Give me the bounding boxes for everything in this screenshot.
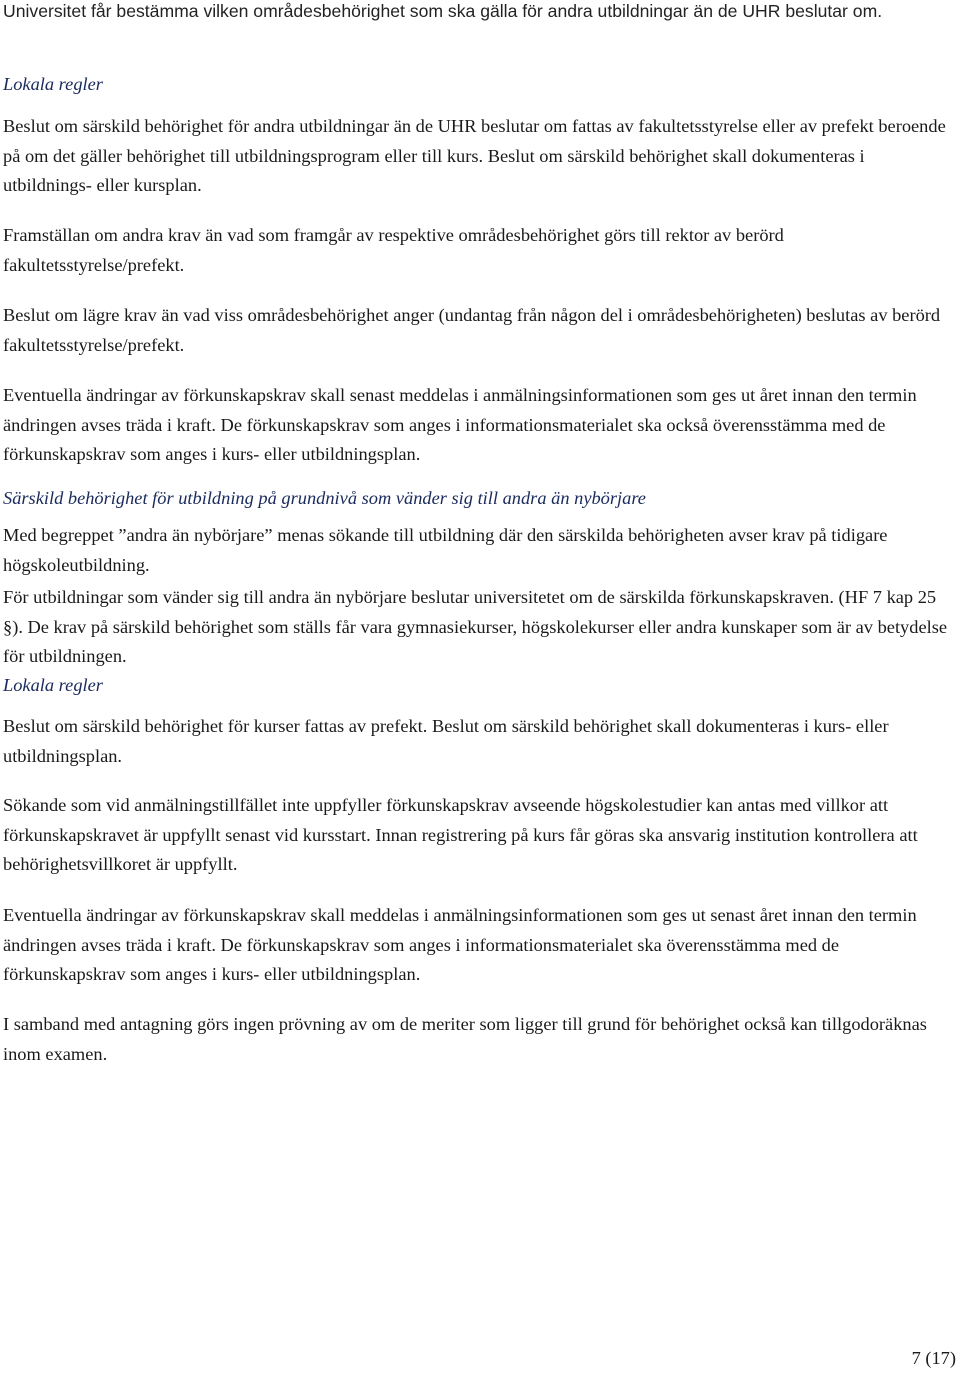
page-number: 7 (17) xyxy=(911,1348,956,1368)
section-heading-lokala-regler-2: Lokala regler xyxy=(3,675,103,695)
paragraph-sokande-villkor: Sökande som vid anmälningstillfället inte uppfyller förkunskapskrav avseende högskolestudier kan antas med villkor att förkunskapskravet är uppfyllt senast vid kursstart. Innan registrering på kurs får göras ska ansvarig institution kontrollera att behörighetsvillkoret är uppfyllt. xyxy=(3,795,918,874)
paragraph-eventuella-andringar: Eventuella ändringar av förkunskapskrav skall senast meddelas i anmälningsinformationen som ges ut året innan den termin ändringen avses träda i kraft. De förkunskapskrav som anges i informationsmaterialet ska också överensstämma med de förkunskapskrav som anges i kurs- eller utbildningsplan. xyxy=(3,385,917,464)
paragraph-samband-antagning: I samband med antagning görs ingen prövning av om de meriter som ligger till grund för behörighet också kan tillgodoräknas inom examen. xyxy=(3,1014,927,1064)
paragraph-beslut-sarskild-behorighet: Beslut om särskild behörighet för andra utbildningar än de UHR beslutar om fattas av fakultetsstyrelse eller av prefekt beroende på om det gäller behörighet till utbildningsprogram eller till kurs. Beslut om särskild behörighet skall dokumenteras i utbildnings- eller kursplan. xyxy=(3,116,946,195)
paragraph-utbildningar-nyborjare: För utbildningar som vänder sig till andra än nybörjare beslutar universitetet om de särskilda förkunskapskraven. (HF 7 kap 25 §). De krav på särskild behörighet som ställs får vara gymnasiekurser, högskolekurser eller andra kunskaper som är av betydelse för utbildningen. xyxy=(3,587,948,666)
section-heading-lokala-regler: Lokala regler xyxy=(3,74,103,94)
paragraph-begreppet-nyborjare: Med begreppet ”andra än nybörjare” menas sökande till utbildning där den särskilda behörigheten avser krav på tidigare högskoleutbildning. xyxy=(3,525,888,575)
paragraph-eventuella-andringar-2: Eventuella ändringar av förkunskapskrav skall meddelas i anmälningsinformationen som ges ut senast året innan den termin ändringen avses träda i kraft. De förkunskapskrav som anges i informationsmaterialet ska överensstämma med de förkunskapskrav som anges i kurs- eller utbildningsplan. xyxy=(3,905,917,984)
paragraph-lagre-krav: Beslut om lägre krav än vad viss områdesbehörighet anger (undantag från någon del i områdesbehörigheten) beslutas av berörd fakultetsstyrelse/prefekt. xyxy=(3,305,941,355)
section-heading-sarskild-behorighet: Särskild behörighet för utbildning på grundnivå som vänder sig till andra än nybörjare xyxy=(3,488,646,508)
intro-paragraph: Universitet får bestämma vilken områdesbehörighet som ska gälla för andra utbildningar än de UHR beslutar om. xyxy=(3,1,883,21)
paragraph-framstallan: Framställan om andra krav än vad som framgår av respektive områdesbehörighet görs till rektor av berörd fakultetsstyrelse/prefekt. xyxy=(3,225,784,275)
paragraph-beslut-kurser: Beslut om särskild behörighet för kurser fattas av prefekt. Beslut om särskild behörighet skall dokumenteras i kurs- eller utbildningsplan. xyxy=(3,716,889,766)
